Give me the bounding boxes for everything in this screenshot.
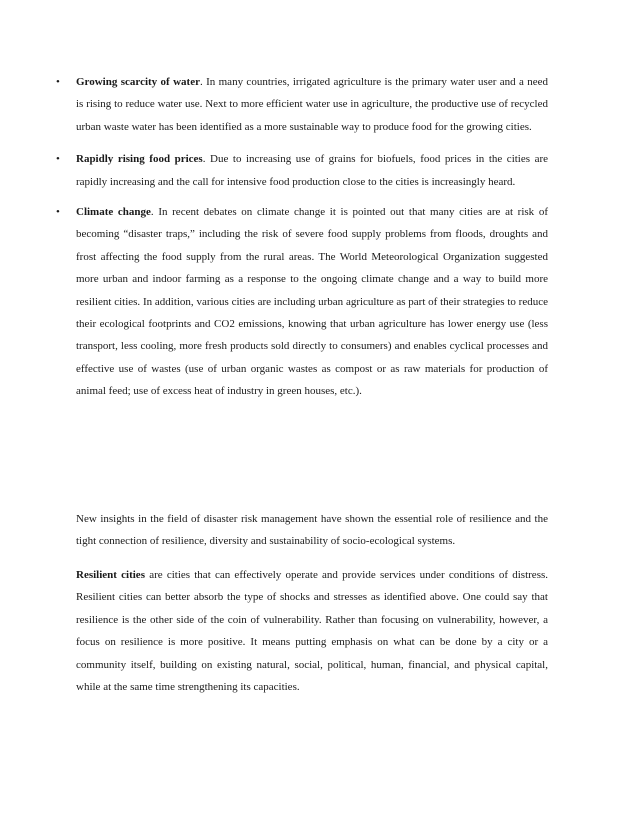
bullet-text: . In recent debates on climate change it is pointed out that many cities are at risk of becoming “disaster traps,” including the risk of severe food supply problems from floods, droughts and frost affecting the food supply from the rural areas. The World Meteorological Organization suggested more urban and indoor farming as a response to the ongoing climate change and a way to build more resilient cities. In addition, various cities are including urban agriculture as part of their strategies to reduce their ecological footprints and CO2 emissions, knowing that urban agriculture has lower energy use (less transport, less cooling, more fresh products sold directly to consumers) and enables cyclical processes and effective use of wastes (use of urban organic wastes as compost or as raw materials for production of animal feed; use of excess heat of industry in green houses, etc.). xyxy=(76,206,548,398)
bullet-text: . In many countries, irrigated agriculture is the primary water user and a need is rising to reduce water use. Next to more efficient water use in agriculture, the productive use of recycled urban waste water has been identified as a more sustainable way to produce food for the growing cities. xyxy=(76,76,549,133)
bullet-item-food-prices xyxy=(56,148,548,193)
bullet-text: . Due to increasing use of grains for biofuels, food prices in the cities are rapidly increasing and the call for intensive food production close to the cities is increasingly heard. xyxy=(76,153,548,188)
bullet-icon: • xyxy=(56,76,60,88)
paragraph-text: New insights in the field of disaster risk management have shown the essential role of resilience and the tight connection of resilience, diversity and sustainability of socio-ecological systems. xyxy=(76,513,548,548)
bullet-item-water-scarcity xyxy=(56,71,548,138)
bullet-icon: • xyxy=(56,206,60,219)
paragraph-resilient-cities xyxy=(76,564,548,698)
bullet-term: Rapidly rising food prices xyxy=(76,153,203,166)
bullet-icon: • xyxy=(56,153,60,166)
bullet-term: Climate change xyxy=(76,206,151,219)
paragraph-text: are cities that can effectively operate and provide services under conditions of distress. Resilient cities can better absorb the type of shocks and stresses as identified above. One could say that resilience is the other side of the coin of vulnerability. Rather than focusing on vulnerability, however, a focus on resilience is more positive. It means putting emphasis on what can be done by a city or a community itself, building on existing natural, social, political, human, financial, and physical capital, while at the same time strengthening its capacities. xyxy=(76,569,549,694)
paragraph-disaster-risk xyxy=(76,508,548,553)
bullet-list xyxy=(56,71,548,413)
bullet-item-climate-change xyxy=(56,201,548,403)
bullet-term: Growing scarcity of water xyxy=(76,76,200,88)
paragraph-term: Resilient cities xyxy=(76,569,145,581)
